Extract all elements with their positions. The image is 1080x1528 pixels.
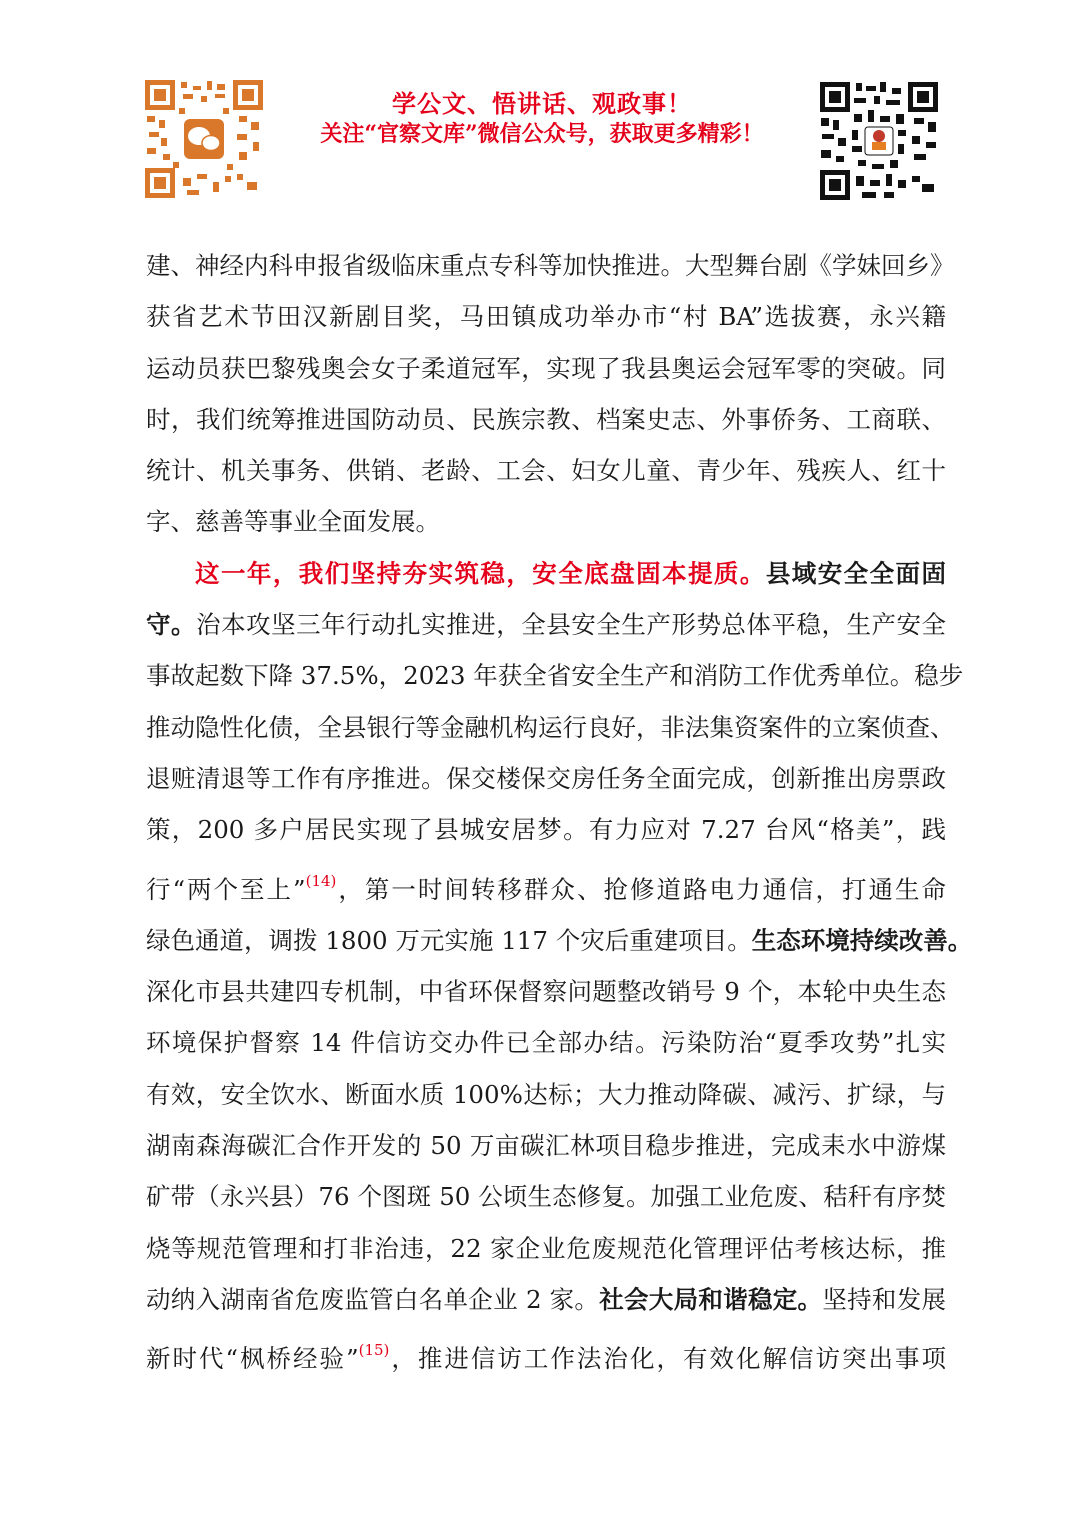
paragraph-culture-summary — [146, 240, 955, 548]
text-run: 行“两个至上” — [146, 874, 306, 904]
text-line: 字、慈善等事业全面发展。 — [146, 507, 440, 537]
text-run: 绿色通道，调拨 1800 万元实施 117 个灾后重建项目。 — [146, 925, 752, 955]
text-line: 烧等规范管理和打非治违，22 家企业危废规范化管理评估考核达标，推 — [146, 1233, 946, 1263]
text-line — [146, 856, 946, 915]
text-line — [146, 1325, 946, 1384]
footnote-ref-15[interactable]: (15) — [358, 1341, 390, 1360]
text-run: 新时代“枫桥经验” — [146, 1344, 359, 1374]
text-run: 动纳入湖南省危废监管白名单企业 2 家。 — [146, 1284, 600, 1314]
text-line: 运动员获巴黎残奥会女子柔道冠军，实现了我县奥运会冠军零的突破。同 — [146, 353, 946, 383]
section-lead-heading: 这一年，我们坚持夯实筑稳，安全底盘固本提质。 — [195, 558, 766, 588]
text-line — [146, 599, 946, 650]
text-line: 矿带（永兴县）76 个图斑 50 公顷生态修复。加强工业危废、秸秆有序焚 — [146, 1182, 946, 1212]
subheading-social-stability: 社会大局和谐稳定。 — [599, 1284, 823, 1314]
paragraph-safety — [146, 548, 973, 1385]
wechat-qr-code-icon[interactable] — [143, 78, 265, 200]
text-line: 深化市县共建四专机制，中省环保督察问题整改销号 9 个，本轮中央生态 — [146, 977, 946, 1007]
promo-subline: 关注“官察文库”微信公众号，获取更多精彩！ — [320, 121, 764, 147]
subheading-ecology: 生态环境持续改善。 — [751, 925, 973, 955]
text-line: 获省艺术节田汉新剧目奖，马田镇成功举办市“村 BA”选拔赛，永兴籍 — [146, 302, 946, 332]
text-line: 退赃清退等工作有序推进。保交楼保交房任务全面完成，创新推出房票政 — [146, 763, 946, 793]
document-body — [146, 240, 973, 1385]
subheading-county-security-end: 守。 — [146, 610, 197, 640]
promo-headline: 学公文、悟讲话、观政事！ — [392, 89, 692, 118]
text-line: 策，200 多户居民实现了县城安居梦。有力应对 7.27 台风“格美”，践 — [146, 815, 946, 845]
text-line — [146, 548, 946, 599]
text-line — [146, 1274, 946, 1325]
text-run: ，推进信访工作法治化，有效化解信访突出事项 — [389, 1344, 946, 1374]
text-line: 事故起数下降 37.5%，2023 年获全省安全生产和消防工作优秀单位。稳步 — [146, 661, 964, 691]
text-line: 建、神经内科申报省级临床重点专科等加快推进。大型舞台剧《学妹回乡》 — [146, 251, 955, 280]
text-line — [146, 915, 973, 966]
text-run: 治本攻坚三年行动扎实推进，全县安全生产形势总体平稳，生产安全 — [196, 610, 947, 640]
subheading-county-security: 县域安全全面固 — [765, 558, 947, 588]
text-line: 统计、机关事务、供销、老龄、工会、妇女儿童、青少年、残疾人、红十 — [146, 456, 946, 486]
qr-code-icon[interactable] — [818, 80, 940, 202]
text-line: 环境保护督察 14 件信访交办件已全部办结。污染防治“夏季攻势”扎实 — [146, 1028, 946, 1058]
footnote-ref-14[interactable]: (14) — [305, 871, 337, 890]
text-run: 坚持和发展 — [822, 1284, 946, 1314]
text-line: 推动隐性化债，全县银行等金融机构运行良好，非法集资案件的立案侦查、 — [146, 712, 955, 742]
text-line: 时，我们统筹推进国防动员、民族宗教、档案史志、外事侨务、工商联、 — [146, 404, 946, 434]
text-line: 有效，安全饮水、断面水质 100%达标；大力推动降碳、减污、扩绿，与 — [146, 1079, 946, 1109]
text-run: ，第一时间转移群众、抢修道路电力通信，打通生命 — [336, 874, 946, 904]
text-line: 湖南森海碳汇合作开发的 50 万亩碳汇林项目稳步推进，完成耒水中游煤 — [146, 1131, 946, 1161]
